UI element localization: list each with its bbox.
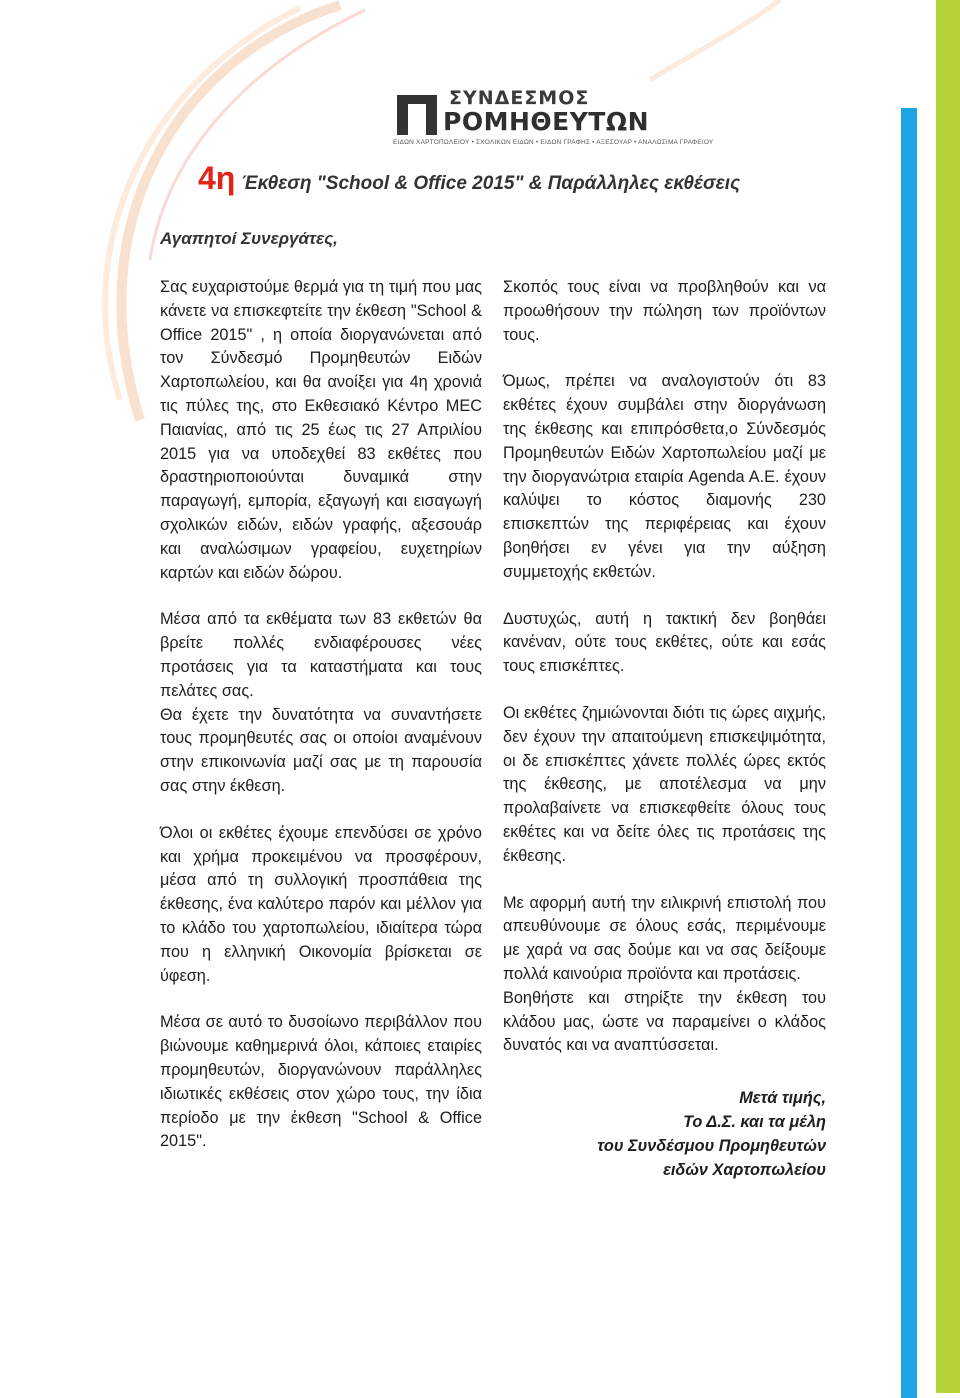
signature-line: Μετά τιμής,	[739, 1089, 826, 1108]
signature	[503, 1086, 826, 1182]
logo-name-bottom: ΡΟΜΗΘΕΥΤΩΝ	[443, 107, 650, 136]
left-column	[160, 276, 482, 1154]
stripe-green	[936, 0, 960, 1393]
paragraph: Δυστυχώς, αυτή η τακτική δεν βοηθάει κανέναν, ούτε τους εκθέτες, ούτε και εσάς τους επισκέπτες.	[503, 609, 826, 676]
paragraph: Οι εκθέτες ζημιώνονται διότι τις ώρες αιχμής, δεν έχουν την απαιτούμενη επισκεψιμότητα, οι δε επισκέπτες χάνετε πολλές ώρες εκτός της έκθεσης, με αποτέλεσμα να μην προλαβαίνετε να επισκεφθείτε όλους τους εκθέτες και να δείτε όλες τις προτάσεις της έκθεσης.	[503, 703, 826, 865]
paragraph: Μέσα από τα εκθέματα των 83 εκθετών θα βρείτε πολλές ενδιαφέρουσες νέες προτάσεις για τα καταστήματα και τους πελάτες σας.	[160, 610, 482, 700]
title-number: 4η	[198, 160, 236, 196]
signature-line: Το Δ.Σ. και τα μέλη	[683, 1113, 826, 1132]
greeting: Αγαπητοί Συνεργάτες,	[160, 229, 338, 248]
page-title	[198, 160, 740, 197]
paragraph: Μέσα σε αυτό το δυσοίωνο περιβάλλον που βιώνουμε καθημερινά όλοι, κάποιες εταιρίες προμηθευτών, διοργανώνουν παράλληλες ιδιωτικές εκθέσεις στον χώρο τους, την ίδια περίοδο με την έκθεση "School & Office 2015".	[160, 1013, 482, 1151]
signature-line: του Συνδέσμου Προμηθευτών	[597, 1137, 826, 1156]
paragraph: Όμως, πρέπει να αναλογιστούν ότι 83 εκθέτες έχουν συμβάλει στην διοργάνωση της έκθεσης και επιπρόσθετα,ο Σύνδεσμός Προμηθευτών Ειδών Χαρτοπωλείου μαζί με την διοργανώτρια εταιρία Agenda A.E. έχουν καλύψει το κόστος διαμονής 230 επισκεπτών της περιφέρειας και έχουν βοηθήσει εν γένει για την αύξηση συμμετοχής εκθετών.	[503, 372, 826, 581]
paragraph: Με αφορμή αυτή την ειλικρινή επιστολή που απευθύνουμε σε όλους εσάς, περιμένουμε με χαρά να σας δούμε και να σας δείξουμε πολλά καινούρια προϊόντα και προτάσεις.	[503, 893, 826, 983]
association-logo	[393, 83, 714, 153]
paragraph: Όλοι οι εκθέτες έχουμε επενδύσει σε χρόνο και χρήμα προκειμένου να προσφέρουν, μέσα από τη συλλογική προσπάθεια της έκθεσης, ένα καλύτερο παρόν και μέλλον για το κλάδο του χαρτοπωλείου, ιδιαίτερα τώρα που η ελληνική Οικονομία βρίσκεται σε ύφεση.	[160, 823, 482, 985]
paragraph: Θα έχετε την δυνατότητα να συναντήσετε τους προμηθευτές σας οι οποίοι αναμένουν στην επικοινωνία μαζί σας με τη παρουσία σας στην έκθεση.	[160, 705, 482, 795]
title-text: Έκθεση "School & Office 2015" & Παράλληλες εκθέσεις	[241, 173, 741, 194]
right-column	[503, 276, 826, 1182]
pi-logo-mark	[393, 89, 445, 135]
paragraph: Σας ευχαριστούμε θερμά για τη τιμή που μας κάνετε να επισκεφτείτε την έκθεση "School & Office 2015" , η οποία διοργανώνεται από τον Σύνδεσμό Προμηθευτών Ειδών Χαρτοπωλείου, και θα ανοίξει για 4η χρονιά τις πύλες της, στο Εκθεσιακό Κέντρο MEC Παιανίας, από τις 25 έως τις 27 Απριλίου 2015 για να υποδεχθεί 83 εκθέτες που δραστηριοποιούνται δυναμικά στην παραγωγή, εμπορία, εξαγωγή και εισαγωγή σχολικών ειδών, ειδών γραφής, αξεσουάρ και αναλώσιμων γραφείου, ευχετηρίων καρτών και ειδών δώρου.	[160, 278, 482, 582]
logo-name-top: ΣΥΝΔΕΣΜΟΣ	[449, 87, 590, 109]
paragraph: Σκοπός τους είναι να προβληθούν και να προωθήσουν την πώληση των προϊόντων τους.	[503, 278, 826, 344]
paragraph: Βοηθήστε και στηρίξτε την έκθεση του κλάδου μας, ώστε να παραμείνει ο κλάδος δυνατός και να αναπτύσσεται.	[503, 988, 826, 1055]
logo-tagline: ΕΙΔΩΝ ΧΑΡΤΟΠΩΛΕΙΟΥ • ΣΧΟΛΙΚΩΝ ΕΙΔΩΝ • ΕΙΔΩΝ ΓΡΑΦΗΣ • ΑΞΕΣΟΥΑΡ • ΑΝΑΛΩΣΙΜΑ ΓΡΑΦΕΙΟΥ	[393, 139, 714, 146]
signature-line: ειδών Χαρτοπωλείου	[663, 1161, 826, 1180]
stripe-blue	[901, 108, 917, 1398]
